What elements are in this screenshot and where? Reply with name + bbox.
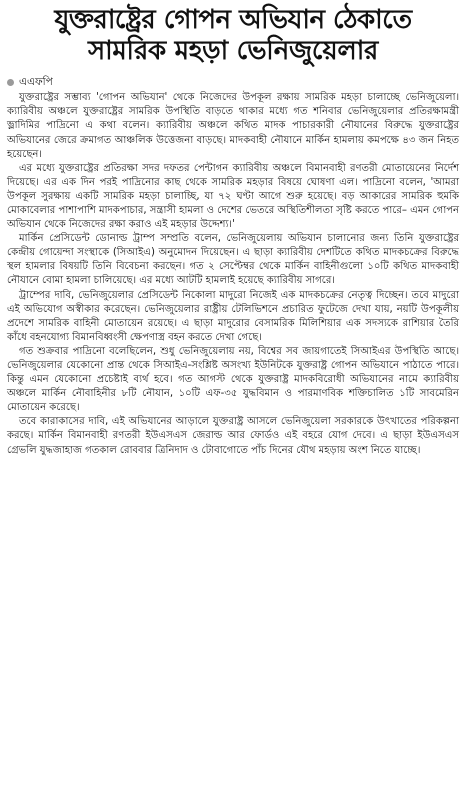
byline <box>7 76 459 89</box>
bullet-icon <box>7 79 14 86</box>
headline-line-2: সামরিক মহড়া ভেনিজুয়েলার <box>87 36 378 67</box>
byline-source: এএফপি <box>19 76 53 89</box>
headline <box>7 6 459 66</box>
paragraph: ট্রাম্পের দাবি, ভেনিজুয়েলার প্রেসিডেন্ট নিকোলা মাদুরো নিজেই এক মাদকচক্রের নেতৃত্ব দিচ্ছেন। তবে মাদুরো এই অভিযোগ অস্বীকার করেছেন। ভেনিজুয়েলার রাষ্ট্রীয় টেলিভিশনে প্রচারিত ফুটেজে দেখা যায়, নয়টি উপকূলীয় প্রদেশে সামরিক বাহিনী মোতায়েন রয়েছে। এ ছাড়া মাদুরোর বেসামরিক মিলিশিয়ার এক সদস্যকে রাশিয়ার তৈরি কাঁধে বহনযোগ্য বিমানবিধ্বংসী ক্ষেপণাস্ত্র বহন করতে দেখা গেছে। <box>7 289 459 343</box>
headline-line-1: যুক্তরাষ্ট্রের গোপন অভিযান ঠেকাতে <box>54 5 412 35</box>
article-body <box>7 91 459 457</box>
paragraph: এর মধ্যে যুক্তরাষ্ট্রের প্রতিরক্ষা সদর দফতর পেন্টাগন ক্যারিবীয় অঞ্চলে বিমানবাহী রণতরী মোতায়েনের নির্দেশ দিয়েছে। এর এক দিন পরই পাদ্রিনোর কাছ থেকে সামরিক মহড়ার বিষয়ে ঘোষণা এল। পাদ্রিনো বলেন, 'আমরা উপকূল সুরক্ষায় একটি সামরিক মহড়া চালাচ্ছি, যা ৭২ ঘণ্টা আগে শুরু হয়েছে। বড় আকারের সামরিক হুমকি মোকাবেলার পাশাপাশি মাদকপাচার, সন্ত্রাসী হামলা ও দেশের ভেতরে অস্থিতিশীলতা সৃষ্টি করতে পারে– এমন গোপন অভিযান থেকে নিজেদের রক্ষা করাও এই মহড়ার উদ্দেশ্য।' <box>7 162 459 231</box>
paragraph: যুক্তরাষ্ট্রের সম্ভাব্য 'গোপন অভিযান' থেকে নিজেদের উপকূল রক্ষায় সামরিক মহড়া চালাচ্ছে ভেনিজুয়েলা। ক্যারিবীয় অঞ্চলে যুক্তরাষ্ট্রের সামরিক উপস্থিতি বাড়তে থাকার মধ্যে গত শনিবার ভেনিজুয়েলার প্রতিরক্ষামন্ত্রী ভ্লাদিমির পাদ্রিনো এ কথা বলেন। ক্যারিবীয় অঞ্চলে কথিত মাদক পাচারকারী নৌযানের বিরুদ্ধে যুক্তরাষ্ট্রের অভিযানের জেরে ক্রমাগত আঞ্চলিক উত্তেজনা বাড়ছে। মাদকবাহী নৌযানে মার্কিন হামলায় কমপক্ষে ৪৩ জন নিহত হয়েছেন। <box>7 92 459 160</box>
paragraph: তবে কারাকাসের দাবি, এই অভিযানের আড়ালে যুক্তরাষ্ট্র আসলে ভেনিজুয়েলা সরকারকে উৎখাতের পরিকল্পনা করছে। মার্কিন বিমানবাহী রণতরী ইউএসএস জেরাল্ড আর ফোর্ডও এই বহরে যোগ দেবে। এ ছাড়া ইউএসএস গ্রেভলি যুদ্ধজাহাজ গতকাল রোববার ত্রিনিদাদ ও টোবাগোতে পাঁচ দিনের যৌথ মহড়ায় অংশ নিতে যাচ্ছে। <box>7 416 459 456</box>
paragraph: মার্কিন প্রেসিডেন্ট ডোনাল্ড ট্রাম্প সম্প্রতি বলেন, ভেনিজুয়েলায় অভিযান চালানোর জন্য তিনি যুক্তরাষ্ট্রের কেন্দ্রীয় গোয়েন্দা সংস্থাকে (সিআইএ) অনুমোদন দিয়েছেন। এ ছাড়া ক্যারিবীয় দেশটিতে কথিত মাদকচক্রের বিরুদ্ধে স্থল হামলার বিষয়টি তিনি বিবেচনা করছেন। গত ২ সেপ্টেম্বর থেকে মার্কিন বাহিনীগুলো ১০টি কথিত মাদকবাহী নৌযানে বোমা হামলা চালিয়েছে। এর মধ্যে আটটি হামলাই হয়েছে ক্যারিবীয় সাগরে। <box>7 233 459 287</box>
paragraph: গত শুক্রবার পাদ্রিনো বলেছিলেন, শুধু ভেনিজুয়েলায় নয়, বিশ্বের সব জায়গাতেই সিআইএর উপস্থিতি আছে। ভেনিজুয়েলার যেকোনো প্রান্ত থেকে সিআইএ-সংশ্লিষ্ট অসংখ্য ইউনিটকে যুক্তরাষ্ট্র গোপন অভিযানে পাঠাতে পারে। কিন্তু এমন যেকোনো প্রচেষ্টাই ব্যর্থ হবে। গত আগস্ট থেকে যুক্তরাষ্ট্র মাদকবিরোধী অভিযানের নামে ক্যারিবীয় অঞ্চলে মার্কিন নৌবাহিনীর ৮টি নৌযান, ১০টি এফ-৩৫ যুদ্ধবিমান ও পারমাণবিক শক্তিচালিত ১টি সাবমেরিন মোতায়েন করেছে। <box>7 345 459 414</box>
